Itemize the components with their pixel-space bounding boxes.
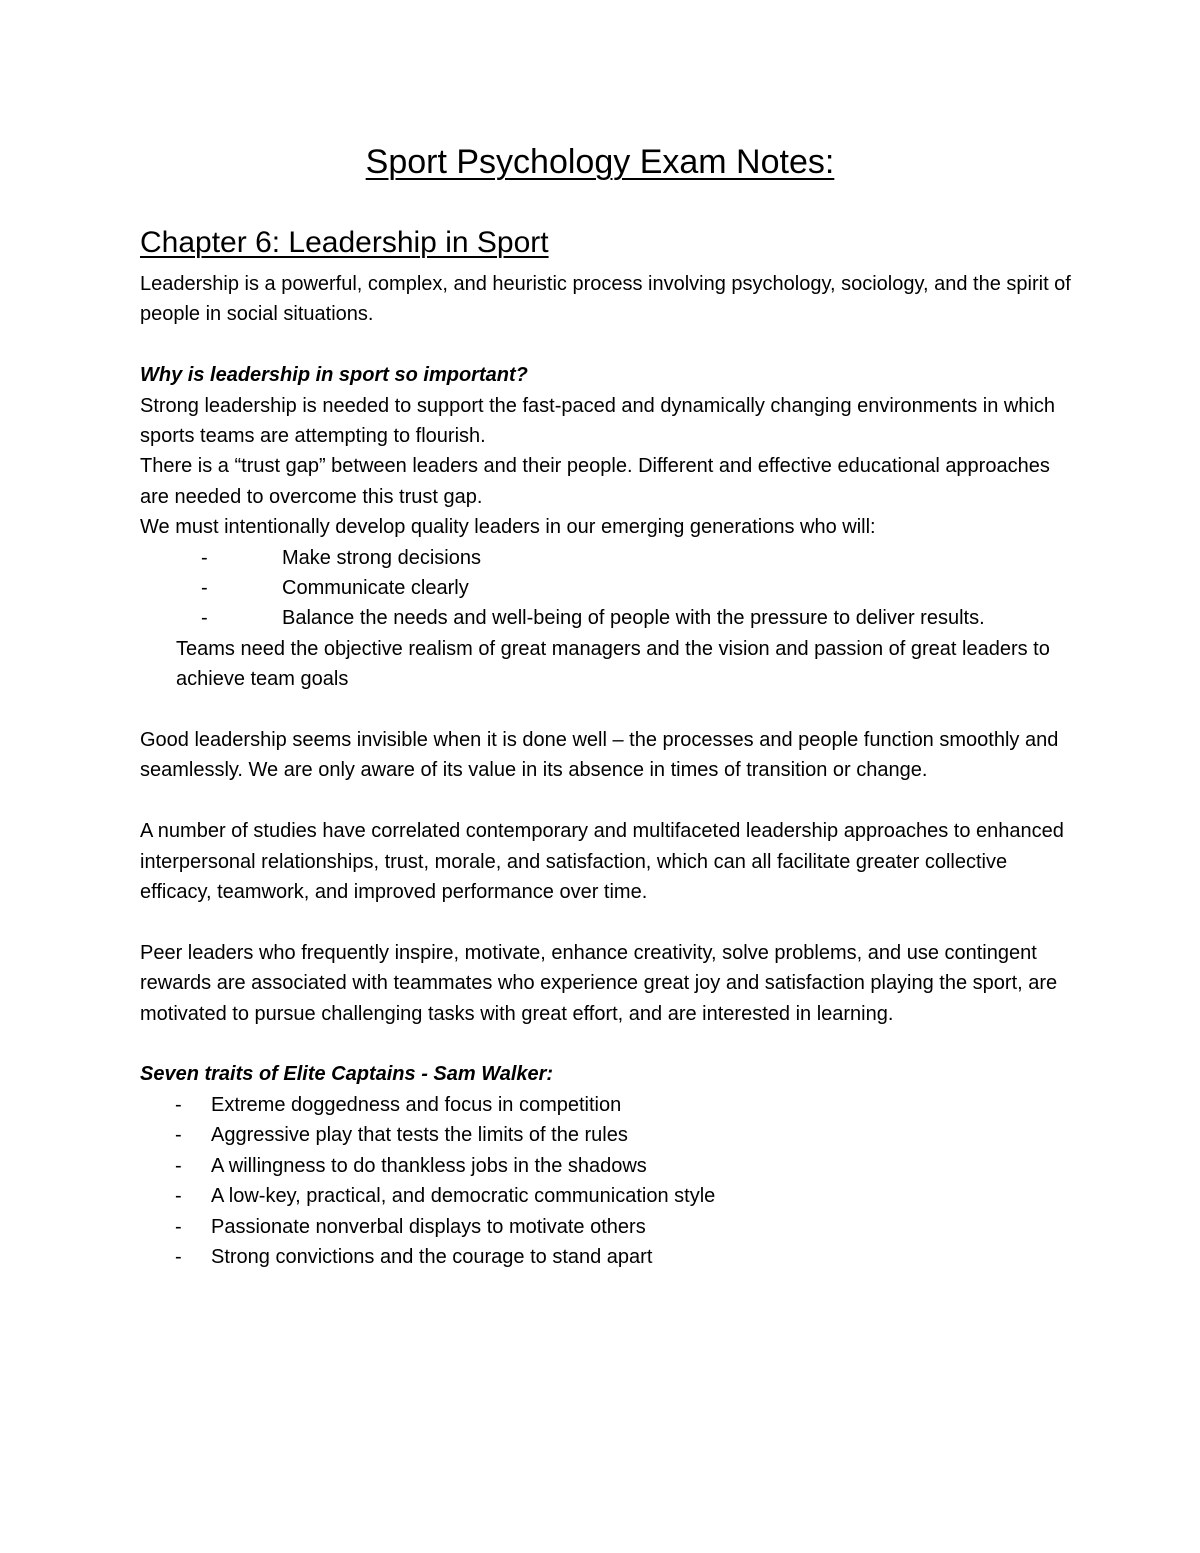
paragraph-spacer	[140, 786, 1080, 816]
list-bullet-dash: -	[175, 1124, 182, 1147]
list-item-text: Passionate nonverbal displays to motivate others	[211, 1215, 646, 1238]
list-item	[140, 1151, 1080, 1181]
list-item	[140, 1090, 1080, 1120]
list-bullet-dash: -	[175, 1185, 182, 1208]
list-item-text: A low-key, practical, and democratic communication style	[211, 1185, 716, 1208]
list-item	[140, 1212, 1080, 1242]
list-item-text: Extreme doggedness and focus in competition	[211, 1093, 622, 1116]
list-bullet-dash: -	[201, 546, 208, 569]
list-item	[140, 1120, 1080, 1150]
document-body	[140, 269, 1080, 1272]
paragraph-strong-leadership: Strong leadership is needed to support the fast-paced and dynamically changing environments in which sports teams are attempting to flourish.	[140, 394, 1055, 448]
paragraph-trust-gap: There is a “trust gap” between leaders and their people. Different and effective educational approaches are needed to overcome this trust gap.	[140, 455, 1050, 508]
list-item	[140, 1181, 1080, 1211]
leader-qualities-list	[140, 543, 1080, 634]
chapter-heading: Chapter 6: Leadership in Sport	[140, 226, 549, 259]
list-item-text: Balance the needs and well-being of people with the pressure to deliver results.	[282, 607, 985, 630]
list-item-text: Aggressive play that tests the limits of the rules	[211, 1124, 628, 1147]
paragraph-peer-leaders: Peer leaders who frequently inspire, motivate, enhance creativity, solve problems, and use contingent rewards are associated with teammates who experience great joy and satisfaction playing the sport, are motivated to pursue challenging tasks with great effort, and are interested in learning.	[140, 941, 1058, 1025]
paragraph-good-leadership: Good leadership seems invisible when it is done well – the processes and people function smoothly and seamlessly. We are only aware of its value in its absence in times of transition or change.	[140, 729, 1059, 782]
list-item-text: A willingness to do thankless jobs in the shadows	[211, 1154, 647, 1177]
list-bullet-dash: -	[175, 1245, 182, 1268]
list-item-text: Communicate clearly	[282, 577, 469, 600]
list-item-text: Make strong decisions	[282, 546, 481, 569]
list-bullet-dash: -	[201, 577, 208, 600]
captain-traits-list	[140, 1090, 1080, 1272]
list-item	[140, 573, 1080, 603]
paragraph-spacer	[140, 1029, 1080, 1059]
list-item	[140, 1242, 1080, 1272]
intro-paragraph: Leadership is a powerful, complex, and heuristic process involving psychology, sociology, and the spirit of people in social situations.	[140, 273, 1071, 326]
section-heading-seven-traits: Seven traits of Elite Captains - Sam Walker:	[140, 1063, 554, 1086]
list-bullet-dash: -	[175, 1215, 182, 1238]
section-heading-why-leadership: Why is leadership in sport so important?	[140, 364, 528, 387]
paragraph-studies: A number of studies have correlated contemporary and multifaceted leadership approaches to enhanced interpersonal relationships, trust, morale, and satisfaction, which can all facilitate greater collective efficacy, teamwork, and improved performance over time.	[140, 820, 1064, 904]
paragraph-develop-leaders: We must intentionally develop quality leaders in our emerging generations who will:	[140, 516, 876, 539]
paragraph-spacer	[140, 330, 1080, 360]
list-bullet-dash: -	[201, 607, 208, 630]
list-item-text: Strong convictions and the courage to stand apart	[211, 1245, 653, 1268]
document-title: Sport Psychology Exam Notes:	[365, 143, 835, 181]
list-bullet-dash: -	[175, 1154, 182, 1177]
list-item	[140, 543, 1080, 573]
list-item	[140, 603, 1080, 633]
paragraph-team-goals: Teams need the objective realism of great managers and the vision and passion of great leaders to achieve team goals	[176, 637, 1050, 691]
list-bullet-dash: -	[175, 1093, 182, 1116]
paragraph-spacer	[140, 695, 1080, 725]
paragraph-spacer	[140, 907, 1080, 937]
